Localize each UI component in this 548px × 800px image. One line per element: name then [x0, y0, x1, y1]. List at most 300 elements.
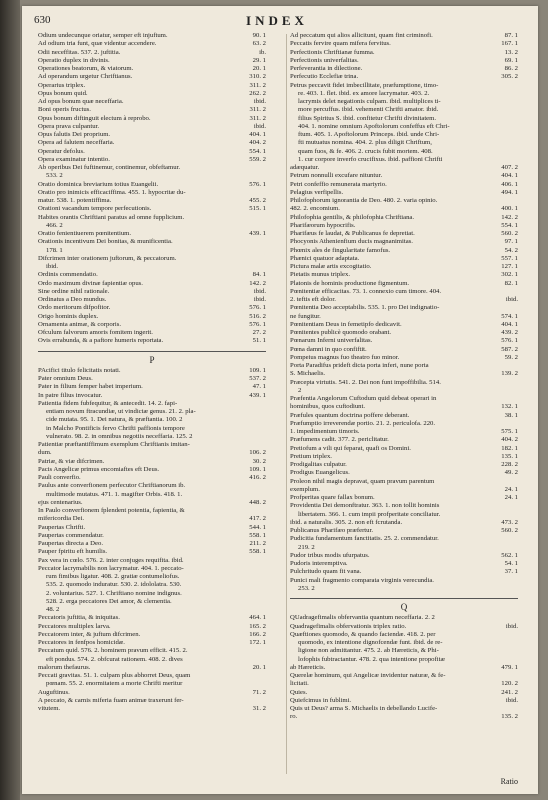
entry-text: 1. cur corpore inverfo crucifixus. ibid. paffioni Chrifti — [298, 155, 443, 163]
entry-text: Orationis incentivum Dei bonitas, & munificentia. — [38, 238, 173, 246]
entry-reference: 494. 1 — [501, 188, 518, 196]
entry-text: quomodo, ex intentione dignofcendæ funt. ibid. de re- — [298, 639, 443, 646]
index-entry — [290, 544, 518, 552]
index-entry — [38, 214, 266, 222]
entry-reference: 576. 1 — [249, 180, 266, 188]
index-entry — [38, 680, 266, 688]
entry-text: Pretium triplex. — [290, 452, 332, 460]
index-entry — [38, 425, 266, 433]
entry-text: Perfectionis Chriftianæ fumma. — [290, 48, 375, 56]
entry-text: Opera prava culpantur. — [38, 122, 100, 130]
entry-text: Pompeius magnus fuo theatro fuo minor. — [290, 353, 400, 361]
index-entry — [38, 540, 266, 548]
entry-reference: 82. 1 — [504, 279, 518, 287]
entry-text: ligione non admittantur. 475. 2. ab Hæreticis, & Phi- — [298, 647, 439, 655]
index-entry — [290, 445, 518, 453]
entry-reference: 241. 2 — [501, 688, 518, 696]
entry-text: adæquatur. — [290, 164, 320, 171]
entry-reference: 172. 1 — [249, 639, 266, 646]
entry-text: Quies. — [290, 688, 308, 696]
entry-reference: 211. 2 — [249, 540, 266, 547]
index-entry — [38, 392, 266, 400]
entry-text: Porta Paradifus prideft dicta porta inferi, nune porta — [290, 362, 429, 369]
entry-reference: 575. 1 — [501, 428, 518, 435]
entry-text: Præfules quantum doctrina poffere deberant. — [290, 411, 410, 419]
entry-text: more percuffus. ibid. vehementi Chrifti amator. ibid. — [298, 106, 439, 114]
entry-reference: 24. 1 — [504, 485, 518, 493]
entry-text: mifericordia Dei. — [38, 515, 85, 523]
index-entry — [290, 428, 518, 436]
entry-reference: 554. 1 — [501, 221, 518, 229]
entry-text: entiam novum ftracundiæ, ut vindictæ genus. 21. 2. pla- — [46, 408, 196, 415]
index-entry — [290, 436, 518, 444]
entry-text: 2. voluntarius. 527. 1. Chriftiano nomine indignus. — [46, 589, 182, 597]
index-entry — [290, 65, 518, 73]
entry-reference: 576. 1 — [501, 337, 518, 345]
entry-text: Pudoris interemptiva. — [290, 560, 348, 567]
index-entry — [38, 280, 266, 288]
entry-reference: 560. 2 — [501, 527, 518, 534]
entry-text: 48. 2 — [46, 606, 60, 613]
entry-text: libertatem. 366. 1. cum impii profperitate conciliatur. — [298, 510, 441, 518]
index-entry — [38, 197, 266, 205]
index-entry — [38, 532, 266, 540]
index-entry — [38, 515, 266, 523]
entry-text: matur. 538. 1. potentiffima. — [38, 197, 112, 204]
index-entry — [38, 623, 266, 631]
index-entry — [38, 416, 266, 424]
index-entry — [290, 189, 518, 197]
entry-text: Orationi vacandum tempore perfecutionis. — [38, 205, 152, 213]
entry-text: Ornamenta animæ, & corporis. — [38, 320, 122, 328]
index-entry — [38, 590, 266, 598]
index-entry — [290, 40, 518, 48]
entry-text: Pudicitia fundamentum fanctitatis. 25. 2. commendatur. — [290, 535, 439, 543]
entry-reference: 302. 1 — [501, 271, 518, 279]
entry-reference: 404. 2 — [249, 139, 266, 147]
entry-text: Phænici quatuor adaptata. — [290, 254, 360, 262]
entry-reference: 69. 1 — [504, 56, 518, 64]
entry-reference: 560. 2 — [501, 230, 518, 237]
index-entry — [38, 689, 266, 697]
entry-reference: 439. 1 — [249, 230, 266, 237]
right-column — [290, 32, 518, 722]
entry-text: Opus falutis Dei proprium. — [38, 131, 111, 138]
entry-text: Peccatores in fenfpos homicidæ. — [38, 639, 125, 646]
index-entry — [290, 631, 518, 639]
index-entry — [38, 664, 266, 672]
entry-reference: 165. 2 — [249, 622, 266, 630]
index-entry — [290, 354, 518, 362]
entry-text: Operatio duplex in divinis. — [38, 56, 110, 64]
entry-text: lofophis fubtractantur. 478. 2. qua intentione propofitæ — [298, 655, 445, 663]
entry-text: Oratio dominica breviarium totius Euangelii. — [38, 180, 159, 188]
entry-text: pœnam. 55. 2. enormitatem a morte Chrifti meritur — [46, 680, 183, 688]
index-entry — [290, 623, 518, 631]
index-entry — [290, 115, 518, 123]
entry-text: ne fungitur. — [290, 312, 321, 320]
entry-reference: 228. 2 — [501, 461, 518, 468]
index-entry — [290, 494, 518, 502]
index-entry — [290, 535, 518, 543]
entry-text: Quiefcimus in fublimi. — [290, 696, 352, 704]
entry-reference: 404. 2 — [501, 436, 518, 444]
entry-text: Ordinis commendatio. — [38, 271, 98, 279]
entry-text: Patientiæ præftantiffimum exemplum Chriftianis imitan- — [38, 441, 190, 448]
index-entry — [38, 705, 266, 713]
entry-text: Præfumptio irreverendæ portio. 21. 2. periculofa. 220. — [290, 419, 436, 427]
entry-text: Peccatum quid. 576. 2. hominem pravum efficit. 415. 2. — [38, 647, 188, 655]
entry-reference: 182. 1 — [501, 444, 518, 452]
entry-reference: 139. 2 — [501, 370, 518, 378]
index-entry — [38, 598, 266, 606]
entry-reference: 71. 2 — [252, 688, 266, 696]
index-entry — [38, 205, 266, 213]
index-entry — [38, 367, 266, 375]
index-entry — [290, 296, 518, 304]
entry-reference: 120. 2 — [501, 680, 518, 688]
index-entry — [38, 271, 266, 279]
index-entry — [290, 271, 518, 279]
index-entry — [38, 449, 266, 457]
entry-text: Petri confeffio remunerata martyrio. — [290, 180, 387, 188]
entry-text: Opus bonum quid. — [38, 89, 88, 97]
entry-text: Prodigus Euangelicus. — [290, 469, 350, 477]
entry-text: rum fimibus ligatur. 408. 2. gratiæ contumeliofus. — [46, 573, 180, 580]
index-entry — [290, 486, 518, 494]
entry-reference: ibid. — [253, 296, 266, 303]
entry-text: PAcifici titulo felicitatis notati. — [38, 366, 121, 374]
catchword: Ratio — [500, 777, 518, 786]
index-entry — [38, 181, 266, 189]
index-entry — [290, 280, 518, 288]
index-entry — [290, 57, 518, 65]
entry-text: 178. 1 — [46, 246, 63, 254]
index-entry — [38, 115, 266, 123]
entry-text: Quadragefimalis obfervationis triplex ratio. — [290, 622, 407, 630]
index-entry — [290, 164, 518, 172]
index-entry — [290, 131, 518, 139]
entry-reference: 106. 2 — [249, 449, 266, 457]
index-list-o — [38, 32, 266, 346]
entry-text: 1. impedimentum timoris. — [290, 428, 360, 435]
page-title: INDEX — [246, 13, 308, 28]
index-entry — [38, 263, 266, 271]
entry-reference: 47. 1 — [252, 383, 266, 391]
entry-text: filius Spiritus S. ibid. confitetur Chrifti divinitatem. — [298, 114, 437, 122]
index-entry — [38, 131, 266, 139]
entry-text: 404. 1. nomine omnium Apoftolorum confeffus eft Chri- — [298, 122, 450, 130]
entry-text: Habites orantis Chriftiani paratus ad omne fupplicium. — [38, 213, 185, 221]
index-entry — [290, 453, 518, 461]
entry-text: Oratio fenientiuerem pœnitentium. — [38, 230, 132, 237]
entry-text: Operarius triplex. — [38, 81, 86, 89]
index-entry — [290, 181, 518, 189]
entry-text: ro. — [290, 713, 298, 721]
index-entry — [290, 337, 518, 345]
entry-reference: 87. 1 — [504, 32, 518, 39]
entry-reference: 404. 1 — [249, 131, 266, 138]
index-entry — [290, 560, 518, 568]
entry-text: Petrus peccavit fidei imbecillitate, præfumptione, timo- — [290, 81, 439, 89]
entry-text: licitati. — [290, 680, 309, 688]
entry-text: cide mutata. 95. 1. Dei natura, & præftantia. 100. 2 — [46, 416, 183, 424]
index-entry — [38, 98, 266, 106]
entry-text: Proleon nihil magis depravat, quam pravum parentum — [290, 477, 435, 485]
entry-reference: 407. 2 — [501, 164, 518, 171]
entry-reference: 135. 2 — [501, 713, 518, 721]
entry-reference: ib. — [259, 48, 266, 56]
entry-reference: 86. 2 — [504, 65, 518, 72]
index-entry — [290, 230, 518, 238]
index-entry — [290, 238, 518, 246]
entry-text: Philofophorum ignorantia de Deo. 480. 2. varia opinio. — [290, 197, 438, 204]
section-divider — [290, 598, 518, 599]
entry-text: Ofculum falvorum amoris fomitem ingerit. — [38, 329, 153, 336]
index-entry — [290, 263, 518, 271]
index-list-q — [290, 614, 518, 721]
index-entry — [290, 697, 518, 705]
entry-text: Operationes beatorum, & viatorum. — [38, 65, 134, 72]
index-entry — [290, 461, 518, 469]
entry-text: QUadragefimalis obfervantia quantum neceffaria. 2. 2 — [290, 614, 435, 622]
index-entry — [290, 664, 518, 672]
entry-text: Opera ad falutem neceffaria. — [38, 139, 115, 147]
index-entry — [290, 106, 518, 114]
index-entry — [38, 408, 266, 416]
entry-reference: 127. 1 — [501, 263, 518, 270]
entry-text: Pharifæus fe laudat, & Publicanus fe depretiat. — [290, 230, 415, 237]
entry-reference: 63. 2 — [252, 40, 266, 48]
entry-text: Origo hominis duplex. — [38, 312, 99, 320]
index-entry — [38, 482, 266, 490]
entry-text: Pœnarum Inferni univerfalitas. — [290, 337, 373, 345]
index-entry — [38, 49, 266, 57]
entry-text: Querelæ hominum, qui Angelicæ invidentur naturæ, & fe- — [290, 672, 446, 679]
index-entry — [38, 656, 266, 664]
left-column — [38, 32, 266, 713]
index-entry — [38, 65, 266, 73]
entry-text: lacrymis delet negationis culpam. ibid. multiplices ti- — [298, 98, 441, 105]
entry-reference: ibid. — [505, 622, 518, 630]
entry-reference: 49. 2 — [504, 469, 518, 477]
index-entry — [290, 98, 518, 106]
entry-reference: 166. 2 — [249, 630, 266, 638]
index-entry — [290, 478, 518, 486]
entry-reference: 574. 1 — [501, 312, 518, 320]
entry-reference: 24. 1 — [504, 494, 518, 501]
entry-text: Ordo maximum divinæ fapientiæ opus. — [38, 279, 143, 287]
entry-text: ejus centenarius. — [38, 498, 83, 506]
entry-text: Pœna damni in quo confiftit. — [290, 345, 367, 353]
index-entry — [290, 395, 518, 403]
index-entry — [38, 337, 266, 345]
index-entry — [290, 362, 518, 370]
entry-reference: 54. 1 — [504, 560, 518, 567]
book-gutter-shadow — [0, 0, 20, 800]
entry-text: 528. 2. erga peccatores Dei amor, & clementia. — [46, 597, 172, 605]
entry-text: 219. 2 — [298, 543, 315, 551]
index-entry — [290, 672, 518, 680]
entry-reference: 54. 2 — [504, 246, 518, 254]
entry-text: Ad odium tria funt, quæ videntur accendere. — [38, 40, 157, 48]
entry-reference: 406. 1 — [501, 180, 518, 188]
entry-text: vulnerato. 98. 2. in omnibus negotiis neceffaria. 125. 2 — [46, 432, 193, 440]
entry-reference: 311. 2 — [249, 106, 266, 114]
entry-text: 535. 2. quomodo induratur. 530. 2. idololatra. 530. — [46, 581, 182, 589]
index-entry — [38, 639, 266, 647]
index-entry — [290, 255, 518, 263]
entry-reference: ibid. — [253, 98, 266, 105]
index-entry — [290, 527, 518, 535]
index-entry — [290, 346, 518, 354]
index-entry — [290, 713, 518, 721]
entry-text: Pulchritudo quam fit vana. — [290, 568, 362, 576]
index-entry — [290, 577, 518, 585]
index-entry — [38, 82, 266, 90]
index-entry — [290, 49, 518, 57]
entry-text: Quis ut Deus? arma S. Michaelis in debellando Lucife- — [290, 705, 438, 712]
index-entry — [290, 511, 518, 519]
index-list-p — [38, 367, 266, 714]
entry-text: Opus bonum diftinguit electum à reprobo. — [38, 114, 151, 122]
entry-text: Perfecutio Ecclefiæ trina. — [290, 73, 359, 81]
index-entry — [290, 82, 518, 90]
index-entry — [38, 238, 266, 246]
entry-reference: 59. 2 — [504, 353, 518, 361]
index-entry — [38, 90, 266, 98]
entry-text: S. Michaelis. — [290, 370, 326, 378]
index-entry — [38, 548, 266, 556]
page-header — [34, 14, 520, 30]
entry-reference: 455. 2 — [249, 197, 266, 204]
entry-reference: ibid. — [253, 287, 266, 295]
index-entry — [290, 172, 518, 180]
entry-text: Perfeverantia in dilectione. — [290, 65, 363, 72]
index-entry — [38, 123, 266, 131]
entry-text: Pudor tribus modis ufurpatus. — [290, 551, 370, 559]
index-entry — [290, 32, 518, 40]
entry-text: Ordo meritorum difpofitor. — [38, 304, 111, 312]
index-entry — [290, 123, 518, 131]
entry-text: Ad operandum urgetur Chriftianus. — [38, 73, 133, 81]
entry-text: multimode mutatus. 471. 1. magifter Orbis. 418. 1. — [46, 490, 183, 498]
entry-text: 253. 2 — [298, 584, 315, 592]
index-entry — [38, 189, 266, 197]
index-entry — [38, 565, 266, 573]
entry-reference: 84. 1 — [252, 271, 266, 279]
entry-reference: 310. 2 — [249, 73, 266, 81]
entry-reference: 473. 2 — [501, 518, 518, 526]
entry-text: Pietatis munus triplex. — [290, 271, 350, 279]
index-entry — [38, 581, 266, 589]
entry-text: ftum. 405. 1. Apoftolorum Princeps. ibid. unde Chri- — [298, 131, 440, 138]
entry-reference: 31. 2 — [252, 705, 266, 712]
index-entry — [38, 458, 266, 466]
index-entry — [290, 614, 518, 622]
index-list-p-continued — [290, 32, 518, 593]
index-entry — [38, 631, 266, 639]
index-entry — [290, 222, 518, 230]
index-entry — [38, 375, 266, 383]
entry-text: Oratio pro inimicis efficaciffima. 455. 1. hypocritæ du- — [38, 188, 186, 196]
index-entry — [290, 288, 518, 296]
entry-reference: 544. 1 — [249, 523, 266, 531]
entry-reference: 30. 2 — [252, 457, 266, 465]
entry-text: re. 403. 1. flet. ibid. ex amore lacrymatur. 403. 2. — [298, 89, 430, 97]
index-entry — [290, 568, 518, 576]
index-entry — [290, 689, 518, 697]
entry-text: Pacis Angelicæ primus encomiaftes eft Deus. — [38, 465, 160, 473]
entry-text: Paupertas commendatur. — [38, 531, 104, 539]
index-entry — [290, 639, 518, 647]
index-entry — [290, 321, 518, 329]
entry-text: Præcepta virtutis. 541. 2. Dei non funt impoffibilia. 514. — [290, 378, 441, 386]
entry-text: Platonis de hominis productione figmentum. — [290, 279, 410, 287]
index-entry — [38, 148, 266, 156]
index-entry — [38, 474, 266, 482]
index-entry — [290, 705, 518, 713]
index-entry — [38, 139, 266, 147]
index-entry — [38, 507, 266, 515]
entry-text: Peccatorem inter, & juftum difcrimen. — [38, 630, 141, 638]
entry-text: Pœnitentiam Deus in femetipfo dedicavit. — [290, 320, 402, 328]
entry-reference: 97. 1 — [504, 238, 518, 246]
section-letter-q: Q — [400, 602, 408, 612]
index-entry — [38, 164, 266, 172]
index-entry — [38, 647, 266, 655]
entry-text: Patriæ, & viæ difcrimen. — [38, 457, 105, 465]
entry-text: Peccatores multiplex larva. — [38, 622, 111, 630]
entry-reference: 417. 2 — [249, 515, 266, 523]
index-entry — [38, 296, 266, 304]
entry-text: 482. 2. encomium. — [290, 205, 340, 213]
entry-text: dum. — [38, 449, 52, 457]
index-entry — [38, 400, 266, 408]
page-number: 630 — [34, 14, 51, 26]
entry-reference: 587. 2 — [501, 345, 518, 353]
entry-text: Paupertas directa a Deo. — [38, 540, 103, 547]
entry-reference: 557. 1 — [501, 254, 518, 262]
entry-text: Prodigalitas culpatur. — [290, 461, 347, 468]
index-entry — [290, 680, 518, 688]
entry-text: vitutem. — [38, 705, 61, 712]
entry-text: Sine ordine nihil rationale. — [38, 287, 110, 295]
index-entry — [290, 519, 518, 527]
index-entry — [38, 40, 266, 48]
index-entry — [38, 156, 266, 164]
entry-reference: 404. 1 — [501, 320, 518, 328]
index-entry — [38, 106, 266, 114]
entry-reference: 562. 1 — [501, 551, 518, 559]
index-entry — [38, 441, 266, 449]
entry-text: Paulus ante converfionem perfecutor Chriftianorum ib. — [38, 482, 186, 490]
index-entry — [290, 412, 518, 420]
entry-reference: 37. 1 — [504, 568, 518, 576]
index-entry — [290, 156, 518, 164]
entry-reference: 38. 1 — [504, 411, 518, 419]
index-entry — [290, 73, 518, 81]
entry-text: Pater in filium femper habet imperium. — [38, 383, 143, 391]
entry-reference: 13. 2 — [504, 48, 518, 56]
entry-reference: 51. 1 — [252, 337, 266, 345]
entry-reference: ibid. — [253, 122, 266, 130]
index-entry — [290, 420, 518, 428]
entry-text: ibid. — [46, 263, 59, 270]
entry-text: fti mutuatus nomina. 404. 2. plus diligit Chriftum, — [298, 139, 432, 147]
index-entry — [38, 499, 266, 507]
index-entry — [38, 614, 266, 622]
